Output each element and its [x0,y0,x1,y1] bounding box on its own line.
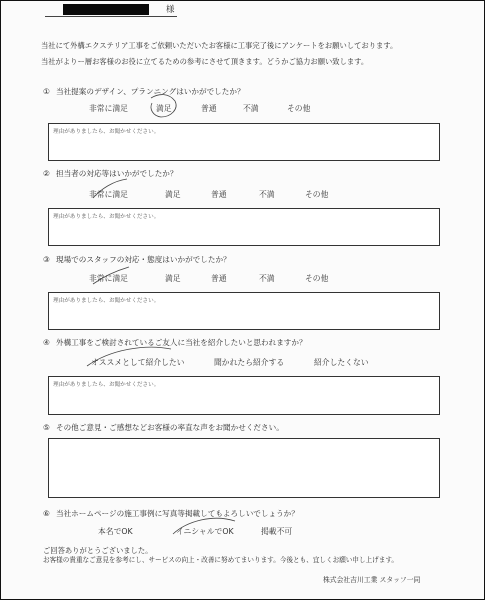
q4-reason-box[interactable] [48,376,440,415]
q3-option-other[interactable]: その他 [305,274,329,283]
q2-reason-box[interactable] [48,208,440,246]
intro-line-1: 当社にて外構エクステリア工事をご依頼いただいたお客様に工事完了後にアンケートをお願いしております。 [41,41,398,50]
q1-reason-box[interactable] [48,123,440,161]
q1-option-other[interactable]: その他 [287,104,311,113]
q3-option-very-satisfied[interactable]: 非常に満足 [89,274,128,283]
q3-option-normal[interactable]: 普通 [211,274,227,283]
q1-number: ① [43,87,50,96]
q6-option-initials[interactable]: イニシャルでOK [176,527,234,536]
q2-text: 担当者の対応等はいかがでしたか？ [56,169,178,178]
company-signature: 株式会社吉川工業 スタッフ一同 [323,576,421,584]
q4-option-if-asked[interactable]: 聞かれたら紹介する [214,358,285,367]
q6-option-no-publish[interactable]: 掲載不可 [261,527,293,536]
q1-option-normal[interactable]: 普通 [201,104,217,113]
q4-option-recommend[interactable]: オススメとして紹介したい [91,358,185,367]
q1-reason-hint: 理由がありましたら、お聞かせください。 [53,129,160,135]
q3-text: 現場でのスタッフの対応・態度はいかがでしたか？ [56,255,231,264]
q2-reason-hint: 理由がありましたら、お聞かせください。 [53,214,160,220]
intro-line-2: 当社がよりー層お客様のお役に立てるための参考にさせて頂きます。どうかご協力お願い致します。 [41,57,369,66]
q1-option-dissatisfied[interactable]: 不満 [243,104,259,113]
q2-option-normal[interactable]: 普通 [211,190,227,199]
q2-number: ② [43,169,50,178]
redacted-customer-name [63,4,149,15]
q3-option-dissatisfied[interactable]: 不満 [259,274,275,283]
q3-reason-hint: 理由がありましたら、お聞かせください。 [53,298,160,304]
q5-comment-box[interactable] [48,438,440,498]
q1-option-satisfied[interactable]: 満足 [156,104,172,113]
q6-text: 当社ホームページの施工事例に写真等掲載してもよろしいでしょうか？ [56,509,299,518]
q4-text: 外構工事をご検討されているご友人に当社を紹介したいと思われますか？ [56,338,307,347]
q2-option-dissatisfied[interactable]: 不満 [259,190,275,199]
q4-number: ④ [43,338,50,347]
q4-reason-hint: 理由がありましたら、お聞かせください。 [53,382,160,388]
q1-text: 当社提案のデザイン、プランニングはいかがでしたか？ [56,87,245,96]
honorific: 様 [166,5,175,15]
q2-option-other[interactable]: その他 [305,190,329,199]
closing-message: お客様の貴重なご意見を参考にし、サービスの向上・改善に努めてまいります。今後とも、宜しくお願い申し上げます。 [43,556,399,564]
closing-thanks: ご回答ありがとうございました。 [43,546,153,555]
q6-option-real-name[interactable]: 本名でOK [98,527,133,536]
q4-option-not-recommend[interactable]: 紹介したくない [314,358,369,367]
q2-option-satisfied[interactable]: 満足 [165,190,181,199]
q2-option-very-satisfied[interactable]: 非常に満足 [89,190,128,199]
name-underline [45,16,177,17]
q1-option-very-satisfied[interactable]: 非常に満足 [89,104,128,113]
q3-reason-box[interactable] [48,292,440,330]
q3-option-satisfied[interactable]: 満足 [165,274,181,283]
q5-number: ⑤ [43,423,50,432]
q5-text: その他ご意見・ご感想などお客様の率直な声をお聞かせください。 [56,423,284,432]
q3-number: ③ [43,255,50,264]
q6-number: ⑥ [43,509,50,518]
